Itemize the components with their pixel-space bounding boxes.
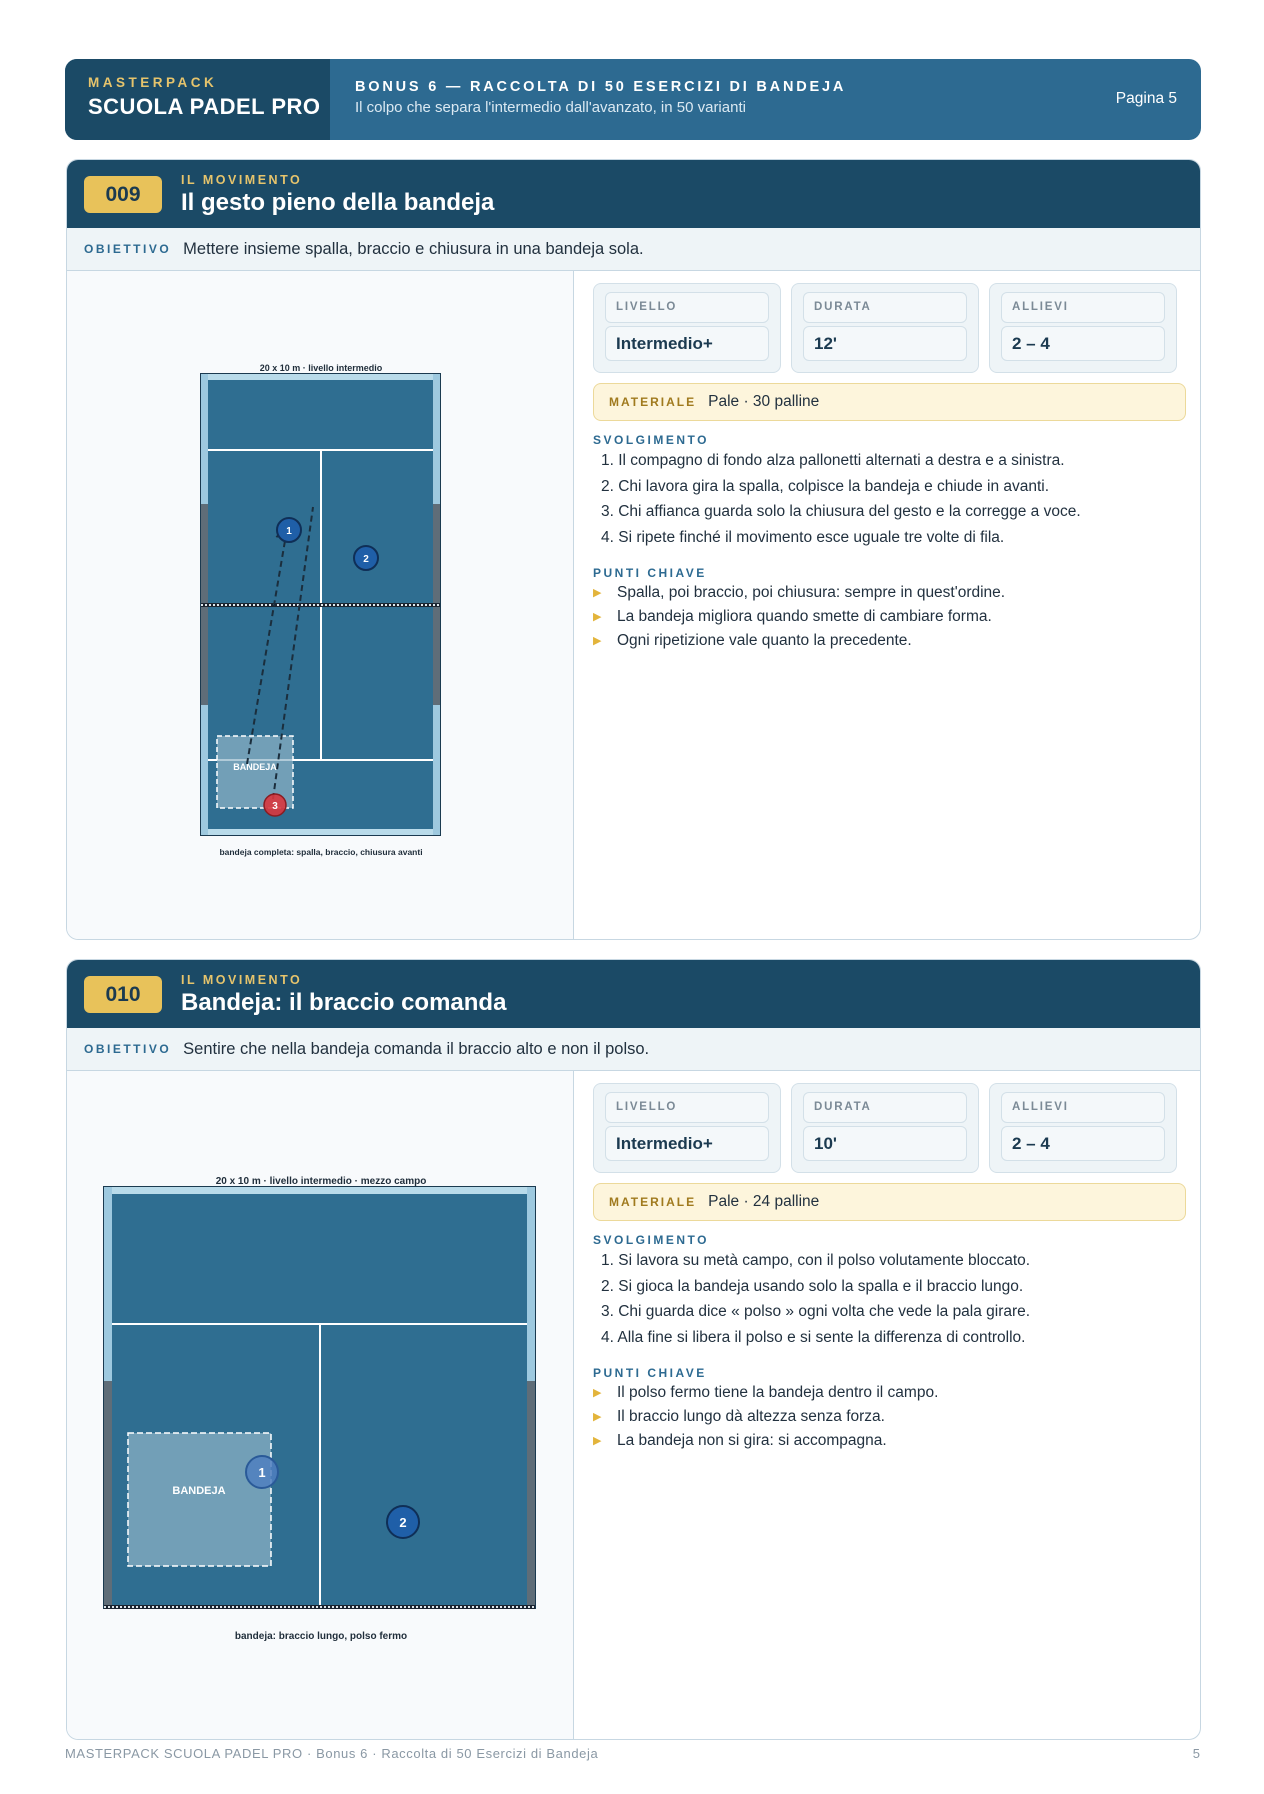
triangle-bullet-icon: ▶ — [593, 635, 602, 647]
objective-text: Sentire che nella bandeja comanda il braccio alto e non il polso. — [183, 1039, 650, 1058]
stat-label: LIVELLO — [605, 1092, 769, 1123]
exercise-category: IL MOVIMENTO — [181, 173, 303, 187]
section-title-keys: PUNTI CHIAVE — [593, 566, 707, 580]
key-points-list — [593, 584, 1186, 656]
triangle-bullet-icon: ▶ — [593, 587, 602, 599]
page-number: Pagina 5 — [1115, 90, 1177, 107]
exercise-number: 009 — [84, 176, 162, 213]
player-label: 1 — [258, 1465, 266, 1480]
glass-wall — [433, 705, 440, 835]
header-titles — [330, 59, 1116, 140]
footer-page-number: 5 — [1192, 1746, 1200, 1761]
glass-wall — [201, 374, 208, 504]
key-point-text: La bandeja migliora quando smette di cambiare forma. — [617, 608, 992, 625]
materials-label: MATERIALE — [609, 395, 697, 409]
key-point — [593, 1408, 1186, 1432]
player-label: 2 — [399, 1515, 407, 1530]
exercise-header — [67, 960, 1200, 1028]
steps-list — [593, 452, 1186, 554]
key-point — [593, 608, 1186, 632]
triangle-bullet-icon: ▶ — [593, 1411, 602, 1423]
diagram-caption: bandeja: braccio lungo, polso fermo — [234, 1631, 408, 1642]
key-point-text: Ogni ripetizione vale quanto la precedente. — [617, 632, 912, 649]
step-item: 3. Chi affianca guarda solo la chiusura del gesto e la corregge a voce. — [601, 503, 1081, 520]
materials-text: Pale · 24 palline — [708, 1193, 820, 1210]
stat-label: ALLIEVI — [1001, 292, 1165, 323]
key-point — [593, 1432, 1186, 1456]
back-wall — [112, 1187, 527, 1194]
stat-value: Intermedio+ — [605, 1126, 769, 1161]
stat-label: ALLIEVI — [1001, 1092, 1165, 1123]
feeder-label: 3 — [272, 801, 278, 812]
stats-row — [593, 1083, 1186, 1173]
triangle-bullet-icon: ▶ — [593, 1435, 602, 1447]
bandeja-zone — [128, 1433, 271, 1566]
steps-list — [593, 1252, 1186, 1354]
header-subtitle: Il colpo che separa l'intermedio dall'avanzato, in 50 varianti — [355, 99, 746, 116]
header-title: BONUS 6 — RACCOLTA DI 50 ESERCIZI DI BANDEJA — [355, 79, 847, 95]
section-title-steps: SVOLGIMENTO — [593, 433, 709, 447]
glass-wall — [527, 1187, 535, 1381]
fence-wall — [104, 1381, 112, 1608]
triangle-bullet-icon: ▶ — [593, 1387, 602, 1399]
stat-level — [593, 283, 781, 373]
glass-wall — [433, 374, 440, 504]
page-header — [65, 59, 1201, 140]
triangle-bullet-icon: ▶ — [593, 611, 602, 623]
stat-value: 10' — [803, 1126, 967, 1161]
stat-label: DURATA — [803, 292, 967, 323]
court-diagram-svg — [67, 1071, 574, 1739]
court-diagram — [67, 271, 574, 939]
stat-label: DURATA — [803, 1092, 967, 1123]
exercise-number: 010 — [84, 976, 162, 1013]
exercise-title: Bandeja: il braccio comanda — [181, 989, 507, 1016]
objective-bar — [67, 1028, 1200, 1071]
key-point-text: Il polso fermo tiene la bandeja dentro il campo. — [617, 1384, 939, 1401]
stat-value: Intermedio+ — [605, 326, 769, 361]
objective-text: Mettere insieme spalla, braccio e chiusura in una bandeja sola. — [183, 239, 644, 258]
fence-wall — [527, 1381, 535, 1608]
brand-name: SCUOLA PADEL PRO — [88, 94, 321, 119]
exercise-details — [593, 283, 1186, 656]
stat-students — [989, 1083, 1177, 1173]
stat-label: LIVELLO — [605, 292, 769, 323]
back-wall — [208, 374, 433, 380]
key-point — [593, 584, 1186, 608]
step-item: 1. Il compagno di fondo alza pallonetti alternati a destra e a sinistra. — [601, 452, 1065, 469]
footer-text: MASTERPACK SCUOLA PADEL PRO · Bonus 6 · Raccolta di 50 Esercizi di Bandeja — [65, 1746, 599, 1761]
materials-box — [593, 383, 1186, 421]
diagram-top-label: 20 x 10 m · livello intermedio · mezzo campo — [215, 1176, 427, 1187]
stat-value: 2 – 4 — [1001, 326, 1165, 361]
exercise-details — [593, 1083, 1186, 1456]
materials-box — [593, 1183, 1186, 1221]
diagram-top-label: 20 x 10 m · livello intermedio — [259, 363, 383, 373]
diagram-caption: bandeja completa: spalla, braccio, chiusura avanti — [219, 847, 423, 857]
section-title-steps: SVOLGIMENTO — [593, 1233, 709, 1247]
stat-value: 2 – 4 — [1001, 1126, 1165, 1161]
step-item: 3. Chi guarda dice « polso » ogni volta che vede la pala girare. — [601, 1303, 1031, 1320]
materials-label: MATERIALE — [609, 1195, 697, 1209]
exercise-card-010 — [66, 959, 1201, 1740]
court-diagram — [67, 1071, 574, 1739]
exercise-card-009 — [66, 159, 1201, 940]
stat-duration — [791, 1083, 979, 1173]
exercise-header — [67, 160, 1200, 228]
key-point-text: La bandeja non si gira: si accompagna. — [617, 1432, 887, 1449]
key-point-text: Il braccio lungo dà altezza senza forza. — [617, 1408, 885, 1425]
objective-label: OBIETTIVO — [84, 1042, 172, 1056]
player-label: 2 — [363, 554, 369, 565]
glass-wall — [104, 1187, 112, 1381]
brand-kicker: MASTERPACK — [88, 75, 218, 90]
objective-bar — [67, 228, 1200, 271]
back-wall — [208, 829, 433, 835]
exercise-title: Il gesto pieno della bandeja — [181, 189, 495, 216]
step-item: 4. Si ripete finché il movimento esce uguale tre volte di fila. — [601, 528, 1005, 546]
objective-label: OBIETTIVO — [84, 242, 172, 256]
key-point — [593, 632, 1186, 656]
player-label: 1 — [286, 526, 292, 537]
stat-value: 12' — [803, 326, 967, 361]
glass-wall — [201, 705, 208, 835]
key-point — [593, 1384, 1186, 1408]
court-diagram-svg — [67, 271, 574, 939]
stats-row — [593, 283, 1186, 373]
step-item: 4. Alla fine si libera il polso e si sente la differenza di controllo. — [601, 1328, 1026, 1346]
bandeja-zone-label: BANDEJA — [172, 1485, 226, 1497]
section-title-keys: PUNTI CHIAVE — [593, 1366, 707, 1380]
step-item: 2. Si gioca la bandeja usando solo la spalla e il braccio lungo. — [601, 1277, 1024, 1295]
key-point-text: Spalla, poi braccio, poi chiusura: sempre in quest'ordine. — [617, 584, 1006, 601]
key-points-list — [593, 1384, 1186, 1456]
bandeja-zone-label: BANDEJA — [233, 762, 277, 772]
exercise-category: IL MOVIMENTO — [181, 973, 303, 987]
stat-level — [593, 1083, 781, 1173]
stat-students — [989, 283, 1177, 373]
materials-text: Pale · 30 palline — [708, 393, 820, 410]
brand-block — [65, 59, 330, 140]
step-item: 1. Si lavora su metà campo, con il polso volutamente bloccato. — [601, 1252, 1031, 1269]
step-item: 2. Chi lavora gira la spalla, colpisce la bandeja e chiude in avanti. — [601, 477, 1050, 495]
stat-duration — [791, 283, 979, 373]
